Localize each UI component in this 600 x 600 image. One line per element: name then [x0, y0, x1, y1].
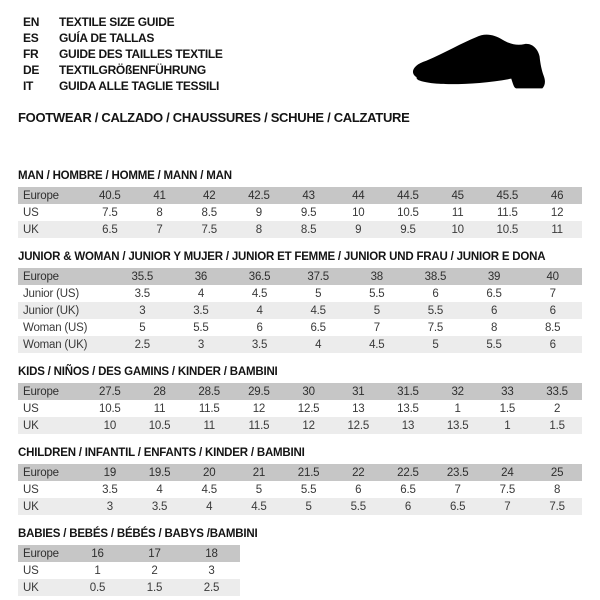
size-cell: 25: [532, 464, 582, 481]
size-cell: 19: [85, 464, 135, 481]
size-cell: 5: [234, 481, 284, 498]
size-cell: 5: [406, 336, 465, 353]
size-cell: 6.5: [85, 221, 135, 238]
size-cell: 43: [284, 187, 334, 204]
size-cell: 18: [183, 545, 240, 562]
table-row: [18, 400, 582, 417]
size-cell: 1: [433, 400, 483, 417]
language-label: TEXTILE SIZE GUIDE: [59, 15, 175, 29]
size-cell: 6.5: [289, 319, 348, 336]
size-cell: 6.5: [433, 498, 483, 515]
size-cell: 19.5: [135, 464, 185, 481]
size-cell: 5.5: [172, 319, 231, 336]
size-cell: 7.5: [406, 319, 465, 336]
size-cell: 3.5: [135, 498, 185, 515]
size-cell: 11: [135, 400, 185, 417]
size-cell: 10: [85, 417, 135, 434]
size-cell: 41: [135, 187, 185, 204]
table-row: [18, 319, 582, 336]
table-title-junior-woman: JUNIOR & WOMAN / JUNIOR Y MUJER / JUNIOR ET FEMME / JUNIOR UND FRAU / JUNIOR E DONA: [18, 251, 546, 263]
size-table-babies: [18, 545, 240, 596]
size-cell: 2.5: [183, 579, 240, 596]
size-table-children: [18, 464, 582, 515]
size-cell: 21.5: [284, 464, 334, 481]
table-title-children: CHILDREN / INFANTIL / ENFANTS / KINDER / BAMBINI: [18, 447, 305, 459]
row-label: Europe: [18, 268, 113, 285]
size-cell: 9.5: [284, 204, 334, 221]
size-cell: 33.5: [532, 383, 582, 400]
size-cell: 39: [465, 268, 524, 285]
size-cell: 38.5: [406, 268, 465, 285]
language-code: IT: [23, 79, 34, 93]
size-cell: 10.5: [85, 400, 135, 417]
table-row: [18, 336, 582, 353]
row-label: Europe: [18, 464, 85, 481]
table-row: [18, 481, 582, 498]
table-row: [18, 204, 582, 221]
size-cell: 29.5: [234, 383, 284, 400]
language-label: GUIDE DES TAILLES TEXTILE: [59, 47, 223, 61]
size-cell: 5.5: [284, 481, 334, 498]
size-cell: 6: [383, 498, 433, 515]
size-cell: 11: [532, 221, 582, 238]
size-cell: 7.5: [532, 498, 582, 515]
size-cell: 7.5: [85, 204, 135, 221]
size-cell: 3: [183, 562, 240, 579]
row-label: US: [18, 562, 69, 579]
size-cell: 36.5: [230, 268, 289, 285]
row-label: Woman (UK): [18, 336, 113, 353]
size-cell: 2.5: [113, 336, 172, 353]
dress-shoe-icon: [394, 22, 576, 98]
size-cell: 12: [284, 417, 334, 434]
size-cell: 5.5: [333, 498, 383, 515]
size-cell: 1: [69, 562, 126, 579]
size-cell: 13.5: [383, 400, 433, 417]
size-cell: 4.5: [289, 302, 348, 319]
size-cell: 3.5: [85, 481, 135, 498]
size-cell: 9.5: [383, 221, 433, 238]
size-cell: 5: [113, 319, 172, 336]
size-cell: 40.5: [85, 187, 135, 204]
tables-area: [18, 170, 582, 596]
size-cell: 5.5: [465, 336, 524, 353]
size-cell: 16: [69, 545, 126, 562]
table-row: [18, 417, 582, 434]
size-cell: 7: [135, 221, 185, 238]
size-table-junior-woman: [18, 268, 582, 353]
size-cell: 12.5: [333, 417, 383, 434]
size-cell: 12.5: [284, 400, 334, 417]
size-cell: 5.5: [406, 302, 465, 319]
row-label: US: [18, 400, 85, 417]
size-cell: 24: [483, 464, 533, 481]
table-row: [18, 285, 582, 302]
size-cell: 31: [333, 383, 383, 400]
size-cell: 11: [433, 204, 483, 221]
size-cell: 5.5: [348, 285, 407, 302]
language-code: EN: [23, 15, 40, 29]
size-cell: 13: [383, 417, 433, 434]
size-cell: 5: [289, 285, 348, 302]
size-cell: 1: [483, 417, 533, 434]
category-heading: FOOTWEAR / CALZADO / CHAUSSURES / SCHUHE / CALZATURE: [18, 110, 410, 125]
size-cell: 11.5: [184, 400, 234, 417]
table-row: [18, 383, 582, 400]
size-cell: 32: [433, 383, 483, 400]
size-cell: 36: [172, 268, 231, 285]
size-cell: 1.5: [483, 400, 533, 417]
size-cell: 1.5: [126, 579, 183, 596]
size-cell: 44: [333, 187, 383, 204]
size-cell: 4: [289, 336, 348, 353]
size-cell: 4: [172, 285, 231, 302]
size-cell: 7: [523, 285, 582, 302]
size-cell: 4: [230, 302, 289, 319]
size-cell: 35.5: [113, 268, 172, 285]
size-cell: 6: [230, 319, 289, 336]
size-cell: 5: [348, 302, 407, 319]
table-section-junior-woman: [18, 251, 582, 353]
size-cell: 8: [234, 221, 284, 238]
table-row: [18, 498, 582, 515]
size-cell: 4: [184, 498, 234, 515]
size-cell: 4.5: [348, 336, 407, 353]
size-cell: 2: [126, 562, 183, 579]
size-cell: 8: [532, 481, 582, 498]
size-cell: 10.5: [483, 221, 533, 238]
language-label: TEXTILGRÖßENFÜHRUNG: [59, 63, 206, 77]
size-cell: 6.5: [465, 285, 524, 302]
language-label: GUIDA ALLE TAGLIE TESSILI: [59, 79, 220, 93]
size-cell: 8: [135, 204, 185, 221]
size-cell: 10: [433, 221, 483, 238]
row-label: Europe: [18, 187, 85, 204]
size-cell: 4: [135, 481, 185, 498]
table-row: [18, 268, 582, 285]
size-cell: 8.5: [284, 221, 334, 238]
row-label: UK: [18, 221, 85, 238]
size-cell: 7.5: [184, 221, 234, 238]
size-cell: 17: [126, 545, 183, 562]
size-cell: 9: [333, 221, 383, 238]
size-cell: 9: [234, 204, 284, 221]
row-label: Junior (UK): [18, 302, 113, 319]
size-cell: 4.5: [230, 285, 289, 302]
size-cell: 28.5: [184, 383, 234, 400]
size-cell: 22: [333, 464, 383, 481]
size-cell: 7: [433, 481, 483, 498]
table-title-babies: BABIES / BEBÉS / BÉBÉS / BABYS /BAMBINI: [18, 528, 258, 540]
size-cell: 7.5: [483, 481, 533, 498]
size-cell: 8: [465, 319, 524, 336]
size-cell: 42: [184, 187, 234, 204]
size-cell: 22.5: [383, 464, 433, 481]
size-cell: 13.5: [433, 417, 483, 434]
size-cell: 3: [85, 498, 135, 515]
size-cell: 3.5: [230, 336, 289, 353]
table-section-man: [18, 170, 582, 238]
language-code: ES: [23, 31, 39, 45]
size-cell: 31.5: [383, 383, 433, 400]
size-cell: 45: [433, 187, 483, 204]
table-row: [18, 579, 240, 596]
size-cell: 3: [113, 302, 172, 319]
size-cell: 2: [532, 400, 582, 417]
size-cell: 1.5: [532, 417, 582, 434]
size-cell: 10: [333, 204, 383, 221]
table-title-kids: KIDS / NIÑOS / DES GAMINS / KINDER / BAMBINI: [18, 366, 278, 378]
row-label: UK: [18, 417, 85, 434]
size-cell: 33: [483, 383, 533, 400]
table-title-man: MAN / HOMBRE / HOMME / MANN / MAN: [18, 170, 232, 182]
table-row: [18, 221, 582, 238]
language-code: FR: [23, 47, 39, 61]
size-cell: 44.5: [383, 187, 433, 204]
size-cell: 7: [483, 498, 533, 515]
size-cell: 12: [532, 204, 582, 221]
size-cell: 28: [135, 383, 185, 400]
size-cell: 8.5: [523, 319, 582, 336]
table-row: [18, 545, 240, 562]
size-cell: 23.5: [433, 464, 483, 481]
row-label: US: [18, 481, 85, 498]
size-cell: 6: [406, 285, 465, 302]
size-cell: 6: [523, 336, 582, 353]
row-label: Europe: [18, 545, 69, 562]
size-cell: 13: [333, 400, 383, 417]
row-label: UK: [18, 579, 69, 596]
size-cell: 5: [284, 498, 334, 515]
size-cell: 6: [333, 481, 383, 498]
size-cell: 3.5: [113, 285, 172, 302]
table-section-kids: [18, 366, 582, 434]
row-label: Europe: [18, 383, 85, 400]
size-table-man: [18, 187, 582, 238]
size-cell: 42.5: [234, 187, 284, 204]
size-cell: 11.5: [234, 417, 284, 434]
size-cell: 38: [348, 268, 407, 285]
row-label: Junior (US): [18, 285, 113, 302]
size-cell: 40: [523, 268, 582, 285]
size-cell: 3.5: [172, 302, 231, 319]
size-cell: 6: [465, 302, 524, 319]
size-cell: 7: [348, 319, 407, 336]
size-cell: 46: [532, 187, 582, 204]
language-label: GUÍA DE TALLAS: [59, 31, 155, 45]
size-cell: 6.5: [383, 481, 433, 498]
size-cell: 30: [284, 383, 334, 400]
size-table-kids: [18, 383, 582, 434]
row-label: UK: [18, 498, 85, 515]
table-section-children: [18, 447, 582, 515]
size-cell: 8.5: [184, 204, 234, 221]
table-row: [18, 187, 582, 204]
size-cell: 10.5: [135, 417, 185, 434]
size-cell: 4.5: [184, 481, 234, 498]
size-cell: 11: [184, 417, 234, 434]
size-cell: 10.5: [383, 204, 433, 221]
size-cell: 37.5: [289, 268, 348, 285]
size-cell: 0.5: [69, 579, 126, 596]
language-code: DE: [23, 63, 40, 77]
size-cell: 4.5: [234, 498, 284, 515]
size-cell: 12: [234, 400, 284, 417]
row-label: US: [18, 204, 85, 221]
table-row: [18, 464, 582, 481]
table-section-babies: [18, 528, 582, 596]
size-cell: 27.5: [85, 383, 135, 400]
table-row: [18, 302, 582, 319]
size-cell: 3: [172, 336, 231, 353]
row-label: Woman (US): [18, 319, 113, 336]
size-cell: 21: [234, 464, 284, 481]
size-cell: 6: [523, 302, 582, 319]
table-row: [18, 562, 240, 579]
size-cell: 11.5: [483, 204, 533, 221]
size-cell: 45.5: [483, 187, 533, 204]
size-cell: 20: [184, 464, 234, 481]
